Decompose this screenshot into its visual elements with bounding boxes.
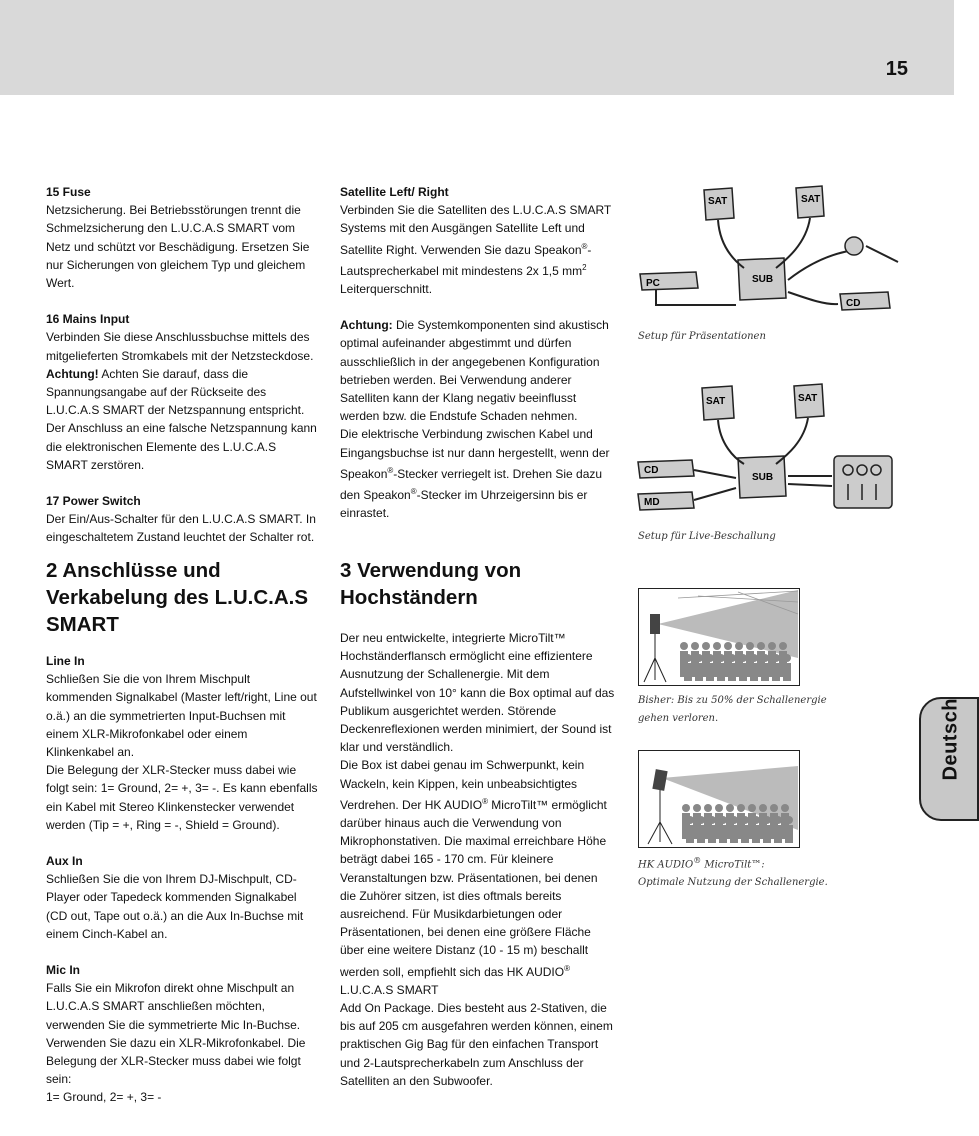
column-1-section-2 bbox=[46, 557, 318, 1107]
satellite-title: Satellite Left/ Right bbox=[340, 185, 449, 199]
reg-mark: ® bbox=[387, 465, 394, 475]
audience-head bbox=[748, 804, 756, 812]
microtilt-p2 bbox=[340, 756, 615, 999]
audience-head bbox=[686, 816, 694, 824]
satellite-text-a: Verbinden Sie die Satelliten des L.U.C.A.S SMART Systems mit den Ausgängen Satellite Left und Satellite Right. Verwenden Sie dazu Speakon bbox=[340, 203, 612, 257]
audience-head bbox=[752, 816, 760, 824]
audience-body bbox=[717, 663, 725, 681]
diagram-live-setup bbox=[636, 380, 916, 520]
audience-head bbox=[719, 816, 727, 824]
audience-head bbox=[770, 804, 778, 812]
speaker-icon bbox=[650, 614, 660, 634]
audience-head bbox=[695, 654, 703, 662]
d1-sub: SUB bbox=[752, 274, 774, 285]
audience-head bbox=[768, 642, 776, 650]
section-3-title: 3 Verwendung von Hochständern bbox=[340, 559, 522, 609]
fuse-text: Netzsicherung. Bei Betriebsstörungen trennt die Schmelzsicherung den L.U.C.A.S SMART vom Netz und schützt vor Beschädigung. Ersetzen Sie nur Sicherungen von gleichem Typ und gleichem Wert. bbox=[46, 203, 310, 291]
auxin-title: Aux In bbox=[46, 854, 83, 869]
audience-head bbox=[724, 642, 732, 650]
audience-body bbox=[741, 825, 749, 843]
audience-head bbox=[708, 816, 716, 824]
audience-head bbox=[713, 642, 721, 650]
audience-head bbox=[704, 804, 712, 812]
audience-body bbox=[706, 663, 714, 681]
audience-head bbox=[735, 642, 743, 650]
audience-head bbox=[783, 654, 791, 662]
audience-body bbox=[752, 825, 760, 843]
audience-head bbox=[779, 642, 787, 650]
mains-warning bbox=[46, 365, 318, 474]
d2-sub: SUB bbox=[752, 472, 774, 483]
audience-body bbox=[750, 663, 758, 681]
mains-title: 16 Mains Input bbox=[46, 312, 130, 327]
linein-text-2: Die Belegung der XLR-Stecker muss dabei wie folgt sein: 1= Ground, 2= +, 3= -. Es kann ebenfalls ein Kabel mit Stereo Klinkenstecker verwendet werden (Tip = +, Ring = -, Shield = Ground). bbox=[46, 763, 318, 832]
mains-text: Verbinden Sie diese Anschlussbuchse mittels des mitgelieferten Stromkabels mit der Netzsteckdose. bbox=[46, 330, 314, 363]
audience-head bbox=[693, 804, 701, 812]
connection-text-a: Die elektrische Verbindung zwischen Kabel und Eingangsbuchse ist nur dann hergestellt, wenn der Speakon bbox=[340, 427, 610, 481]
column-2-section-3 bbox=[340, 557, 615, 1090]
d4-caption-1 bbox=[638, 852, 765, 874]
linein-text-1: Schließen Sie die von Ihrem Mischpult kommenden Signalkabel (Master left/right, Line out o.ä.) an die symmetrierten Input-Buchsen mit einem XLR-Mikrofonkabel oder einem Klinkenkabel an. bbox=[46, 672, 317, 760]
audience-head bbox=[737, 804, 745, 812]
microphone-icon bbox=[845, 237, 863, 255]
audience-head bbox=[697, 816, 705, 824]
audience-head bbox=[730, 816, 738, 824]
audience-head bbox=[726, 804, 734, 812]
mains-warning-text: Achten Sie darauf, dass die Spannungsangabe auf der Rückseite des L.U.C.A.S SMART der Netzspannung entspricht. Der Anschluss an eine falsche Netzspannung kann die elektronischen Elemente des L.U.C.A.S SMART zerstören. bbox=[46, 366, 317, 472]
language-tab[interactable] bbox=[919, 697, 979, 821]
micin-text: Falls Sie ein Mikrofon direkt ohne Mischpult an L.U.C.A.S SMART anschließen möchten, verwenden Sie die symmetrierte Mic In-Buchse. Verwenden Sie dazu ein XLR-Mikrofonkabel. Die Belegung der XLR-Stecker muss dabei wie folgt sein: bbox=[46, 981, 306, 1087]
d1-pc: PC bbox=[646, 278, 660, 289]
squared-mark: 2 bbox=[582, 262, 587, 272]
microtilt-p2-a: Die Box ist dabei genau im Schwerpunkt, kein Wackeln, kein Kippen, kein unbeabsichtigtes Verdrehen. Der HK AUDIO bbox=[340, 758, 585, 812]
audience-head bbox=[728, 654, 736, 662]
audience-body bbox=[719, 825, 727, 843]
d4-caption-2: Optimale Nutzung der Schallenergie. bbox=[638, 877, 828, 888]
audience-head bbox=[682, 804, 690, 812]
audience-head bbox=[763, 816, 771, 824]
audience-head bbox=[739, 654, 747, 662]
audience-body bbox=[686, 825, 694, 843]
satellite-text-c: Leiterquerschnitt. bbox=[340, 282, 433, 297]
connection-text-c: -Stecker im Uhrzeigersinn bis er einrastet. bbox=[340, 488, 588, 521]
audience-body bbox=[728, 663, 736, 681]
column-1 bbox=[46, 183, 318, 547]
audience-body bbox=[684, 663, 692, 681]
auxin-text: Schließen Sie die von Ihrem DJ-Mischpult, CD-Player oder Tapedeck kommenden Signalkabel (CD out, Tape out o.ä.) an die Aux In-Buchse mit einem Cinch-Kabel an. bbox=[46, 872, 304, 941]
audience-head bbox=[746, 642, 754, 650]
audience-body bbox=[695, 663, 703, 681]
section-2-title: 2 Anschlüsse und Verkabelung des L.U.C.A.S SMART bbox=[46, 559, 309, 636]
audience-body bbox=[697, 825, 705, 843]
d2-caption: Setup für Live-Beschallung bbox=[638, 531, 776, 542]
audience-head bbox=[750, 654, 758, 662]
audience-body bbox=[761, 663, 769, 681]
audience-body bbox=[772, 663, 780, 681]
micin-title: Mic In bbox=[46, 963, 81, 978]
audience-body bbox=[783, 663, 791, 681]
diagram-presentation-setup bbox=[636, 180, 916, 320]
audience-body bbox=[708, 825, 716, 843]
audience-body bbox=[774, 825, 782, 843]
language-tab-label: Deutsch bbox=[939, 698, 962, 781]
microtilt-p2-c: L.U.C.A.S SMART bbox=[340, 982, 439, 997]
audience-head bbox=[759, 804, 767, 812]
header-bar bbox=[0, 0, 954, 95]
audience-body bbox=[785, 825, 793, 843]
audience-head bbox=[741, 816, 749, 824]
d2-md: MD bbox=[644, 497, 660, 508]
audience-head bbox=[761, 654, 769, 662]
connection-text-b: -Stecker verriegelt ist. Drehen Sie dazu den Speakon bbox=[340, 466, 603, 503]
audience-body bbox=[730, 825, 738, 843]
audience-head bbox=[781, 804, 789, 812]
reg-mark: ® bbox=[564, 963, 570, 973]
reg-mark: ® bbox=[482, 796, 488, 806]
linein-title: Line In bbox=[46, 654, 85, 668]
d1-caption: Setup für Präsentationen bbox=[638, 331, 766, 342]
audience-body bbox=[739, 663, 747, 681]
warning-body: Die Systemkomponenten sind akustisch optimal aufeinander abgestimmt und dürfen ausschließlich in der angegebenen Konfiguration betrieben werden. Bei Verwendung anderer Satelliten kann der Klang negativ beeinflusst werden bzw. die Endstufe Schaden nehmen. bbox=[340, 318, 609, 424]
d3-caption-2: gehen verloren. bbox=[638, 713, 719, 724]
audience-head bbox=[774, 816, 782, 824]
d1-cd: CD bbox=[846, 298, 861, 309]
warning-text bbox=[340, 316, 615, 425]
microtilt-p3: Add On Package. Dies besteht aus 2-Stativen, die bis auf 205 cm ausgefahren werden können, einem praktischen Gig Bag für den einfachen Transport und 2-Lautsprecherkabeln zum Anschluss der Satelliten an den Subwoofer. bbox=[340, 1001, 613, 1088]
d4-caption-1b: MicroTilt™: bbox=[701, 859, 765, 871]
d2-cd: CD bbox=[644, 465, 659, 476]
audience-head bbox=[785, 816, 793, 824]
d1-sat-right: SAT bbox=[801, 194, 821, 205]
satellite-text bbox=[340, 201, 615, 298]
warning-label: Achtung: bbox=[340, 318, 393, 333]
page-number: 15 bbox=[885, 58, 908, 80]
diagram-microtilt-coverage bbox=[638, 750, 800, 848]
switch-text: Der Ein/Aus-Schalter für den L.U.C.A.S SMART. In eingeschaltetem Zustand leuchtet der Schalter rot. bbox=[46, 512, 316, 545]
reg-mark: ® bbox=[693, 856, 702, 865]
d3-caption-1: Bisher: Bis zu 50% der Schallenergie bbox=[638, 695, 827, 706]
switch-title: 17 Power Switch bbox=[46, 494, 141, 509]
audience-head bbox=[684, 654, 692, 662]
satellite-text-b: -Lautsprecherkabel mit mindestens 2x 1,5 mm bbox=[340, 242, 592, 278]
d4-caption-1a: HK AUDIO bbox=[638, 859, 694, 871]
microtilt-p2-b: MicroTilt™ ermöglicht darüber hinaus auch die Verwendung von Mikrophonstativen. Die maximal erreichbare Höhe beträgt dabei 165 - 170 cm. Für kleinere Veranstaltungen bzw. Präsentationen, bei denen die Zuhörer sitzen, ist dies oftmals bereits ausreichend. Für Musikdarbietungen oder Präsentationen, bei denen eine größere Fläche über eine weitere Distanz (10 - 15 m) beschallt werden soll, empfiehlt sich das HK AUDIO bbox=[340, 797, 607, 979]
fuse-title: 15 Fuse bbox=[46, 185, 91, 199]
mains-warning-label: Achtung! bbox=[46, 366, 99, 381]
mixer-box bbox=[834, 456, 892, 508]
audience-head bbox=[715, 804, 723, 812]
audience-head bbox=[680, 642, 688, 650]
connection-text bbox=[340, 425, 615, 522]
audience-head bbox=[691, 642, 699, 650]
audience-head bbox=[772, 654, 780, 662]
diagram-previous-coverage bbox=[638, 588, 800, 686]
d2-sat-left: SAT bbox=[706, 396, 726, 407]
audience-body bbox=[763, 825, 771, 843]
d1-sat-left: SAT bbox=[708, 196, 728, 207]
audience-head bbox=[706, 654, 714, 662]
d2-sat-right: SAT bbox=[798, 393, 818, 404]
audience-head bbox=[702, 642, 710, 650]
micin-pins: 1= Ground, 2= +, 3= - bbox=[46, 1090, 162, 1105]
column-2 bbox=[340, 183, 615, 522]
reg-mark: ® bbox=[581, 241, 588, 251]
microtilt-p1: Der neu entwickelte, integrierte MicroTilt™ Hochständerflansch ermöglicht eine effizientere Ausnutzung der Schallenergie. Mit dem Aufstellwinkel von 10° kann die Box optimal auf das Publikum ausgerichtet werden. Störende Deckenreflexionen werden minimiert, der Sound ist klar und verständlich. bbox=[340, 631, 615, 755]
audience-head bbox=[757, 642, 765, 650]
audience-head bbox=[717, 654, 725, 662]
reg-mark: ® bbox=[410, 487, 417, 497]
